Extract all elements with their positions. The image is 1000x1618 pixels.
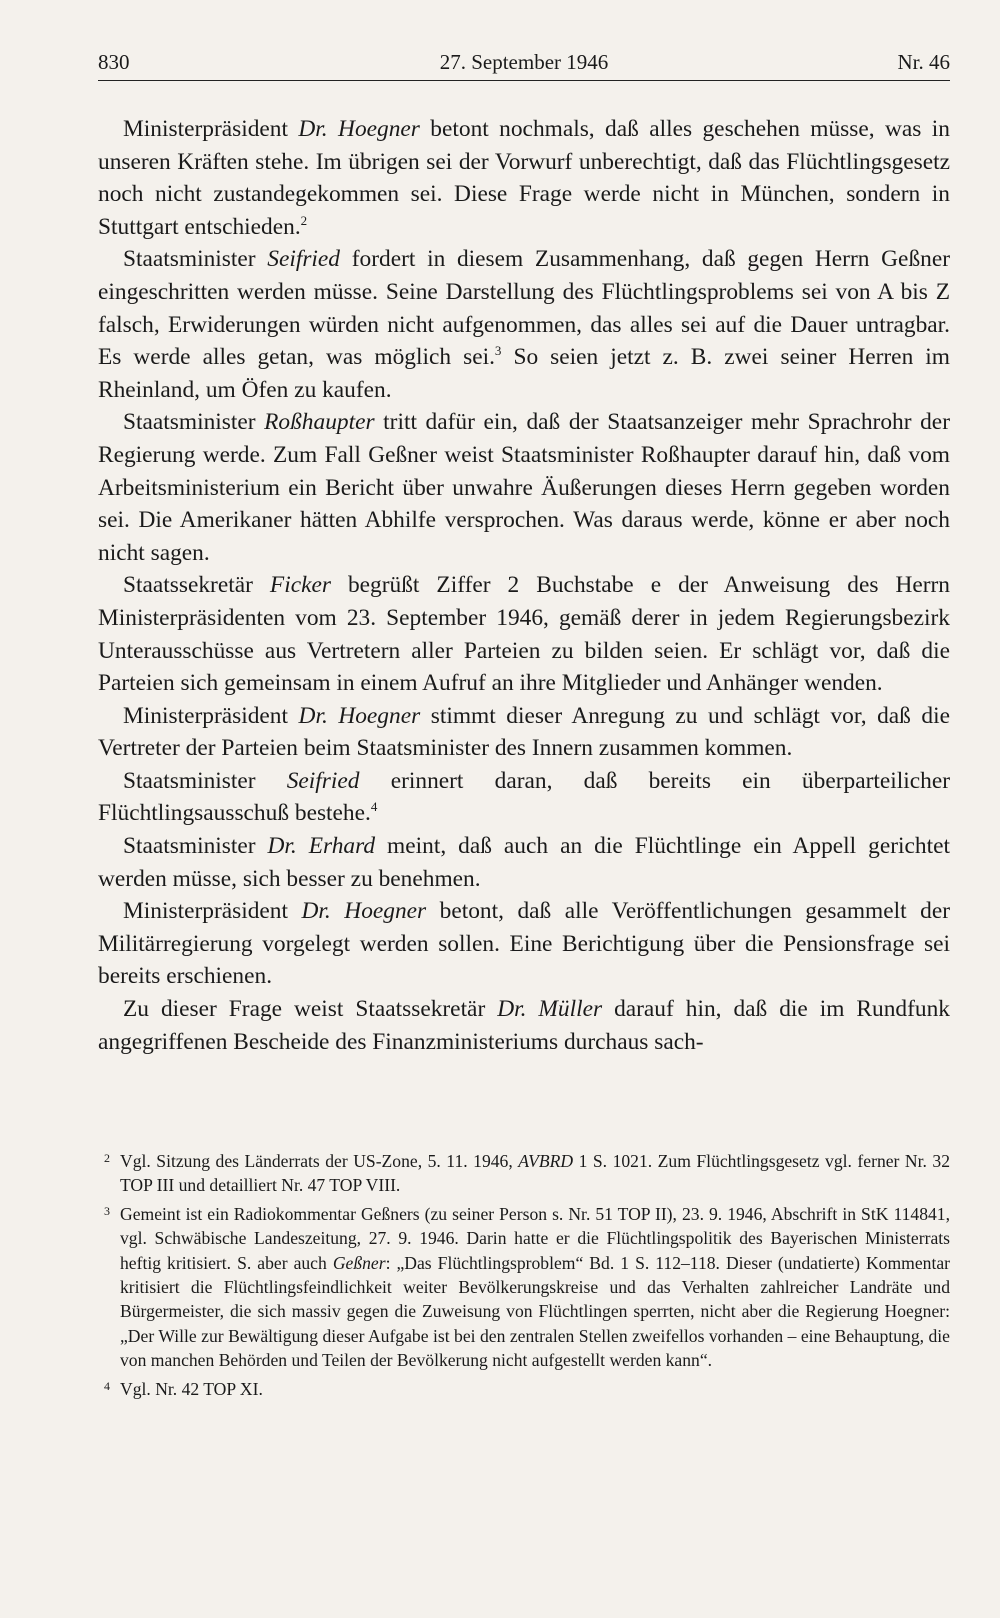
text-run: Ministerpräsident [123,116,299,142]
footnote [98,1377,950,1401]
paragraph [98,569,950,699]
footnote-ref: 4 [370,799,378,815]
footnote [98,1149,950,1198]
italic-name: AVBRD [518,1151,574,1171]
paragraph [98,243,950,406]
text-run: begrüßt Ziffer 2 Buchstabe e der Anweisung des Herrn Ministerpräsidenten vom 23. September 1946, gemäß derer in jedem Regierungsbezirk Unterausschüsse aus Vertretern aller Parteien zu bilden seien. Er schlägt vor, daß die Parteien sich gemeinsam in einem Aufruf an ihre Mitglieder und Anhänger wenden. [98,572,950,697]
text-run: Staatsminister [123,833,268,860]
text-run: Ministerpräsident [123,702,299,729]
footnote-ref: 3 [494,343,502,359]
footnote [98,1202,950,1373]
text-run: Gemeint ist ein Radiokommentar Geßners (zu seiner Person s. Nr. 51 TOP II), 23. 9. 1946, Abschrift in StK 114841, vgl. Schwäbische Landeszeitung, 27. 9. 1946. Darin hatte er die Flüchtlingspolitik des Bayerischen Ministerrats heftig kritisiert. S. aber auch [120,1203,950,1273]
italic-name: Dr. Hoegner [301,898,427,925]
italic-name: Dr. Hoegner [298,702,421,729]
text-run: erinnert daran, daß bereits ein überparteilicher Flüchtlingsausschuß bestehe. [98,767,950,827]
text-run: darauf hin, daß die im Rundfunk angegriffenen Bescheide des Finanzministeriums durchaus sach- [98,996,950,1055]
italic-name: Ficker [269,572,331,599]
footnote-number: 2 [104,1151,110,1165]
paragraph [98,830,950,895]
italic-name: Dr. Müller [497,996,603,1023]
text-run: Staatsminister [123,409,265,436]
text-run: Zu dieser Frage weist Staatssekretär [123,996,498,1023]
text-run: Vgl. Nr. 42 TOP XI. [120,1378,263,1399]
text-run: betont nochmals, daß alles geschehen müsse, was in unseren Kräften stehe. Im übrigen sei der Vorwurf unberechtigt, daß das Flüchtlingsgesetz noch nicht zustandegekommen sei. Diese Frage werde nicht in München, sondern in Stuttgart entschieden. [98,116,950,240]
footnote-number: 3 [104,1203,110,1218]
text-run: Staatsminister [123,767,287,794]
text-run: Staatsminister [123,246,268,273]
header-date: 27. September 1946 [439,50,609,74]
text-run: Staatssekretär [123,572,270,599]
text-run: tritt dafür ein, daß der Staatsanzeiger mehr Sprachrohr der Regierung werde. Zum Fall Geßner weist Staatsminister Roßhaupter darauf hin, daß vom Arbeitsministerium ein Bericht über unwahre Äußerungen dieses Herrn gegeben worden sei. Die Amerikaner hätten Abhilfe versprochen. Was daraus werde, könne er aber noch nicht sagen. [98,409,950,566]
text-run: Ministerpräsident [123,898,302,925]
paragraph [98,993,950,1058]
text-run: : „Das Flüchtlingsproblem“ Bd. 1 S. 112–118. Dieser (undatierte) Kommentar kritisiert die Flüchtlingsfeindlichkeit weiter Bevölkerungskreise und das Verhalten zahlreicher Landräte und Bürgermeister, die sich massiv gegen die Zuweisung von Flüchtlingen sperrten, nicht aber die Regierung Hoegner: „Der Wille zur Bewältigung dieser Aufgabe ist bei den zentralen Stellen zweifellos vorhanden – eine Behauptung, die von manchen Behörden und Teilen der Bevölkerung nicht aufgestellt werden kann“. [120,1252,950,1371]
paragraph [98,406,950,569]
page-number: 830 [98,50,130,74]
paragraph [98,895,950,993]
text-run: stimmt dieser Anregung zu und schlägt vor, daß die Vertreter der Parteien beim Staatsminister des Innern zusammen kommen. [98,702,950,762]
italic-name: Roßhaupter [264,409,375,436]
paragraph [98,765,950,830]
footnote-ref: 2 [300,212,308,228]
body-text [98,113,950,1058]
italic-name: Seifried [267,246,341,273]
italic-name: Geßner [332,1252,386,1273]
text-run: Vgl. Sitzung des Länderrats der US-Zone, 5. 11. 1946, [120,1151,519,1171]
footnotes [98,1149,950,1405]
text-run: betont, daß alle Veröffentlichungen gesammelt der Militärregierung vorgelegt werden sollen. Eine Berichtigung über die Pensionsfrage sei bereits erschienen. [98,898,950,990]
italic-name: Seifried [286,767,360,794]
paragraph [98,700,950,765]
text-run: 1 S. 1021. Zum Flüchtlingsgesetz vgl. ferner Nr. 32 TOP III und detailliert Nr. 47 TOP VIII. [120,1151,951,1196]
footnote-number: 4 [104,1378,110,1393]
page-header [98,46,950,80]
text-run: So seien jetzt z. B. zwei seiner Herren im Rheinland, um Öfen zu kaufen. [98,344,950,403]
header-rule [98,80,950,81]
italic-name: Dr. Hoegner [298,116,420,142]
text-run: meint, daß auch an die Flüchtlinge ein Appell gerichtet werden müsse, sich besser zu benehmen. [98,833,950,892]
document-number: Nr. 46 [897,50,950,74]
italic-name: Dr. Erhard [267,833,376,860]
text-run: fordert in diesem Zusammenhang, daß gegen Herrn Geßner eingeschritten werden müsse. Seine Darstellung des Flüchtlingsproblems sei von A bis Z falsch, Erwiderungen würden nicht aufgenommen, das alles sei auf die Dauer untragbar. Es werde alles getan, was möglich sei. [98,246,950,371]
paragraph [98,113,950,243]
